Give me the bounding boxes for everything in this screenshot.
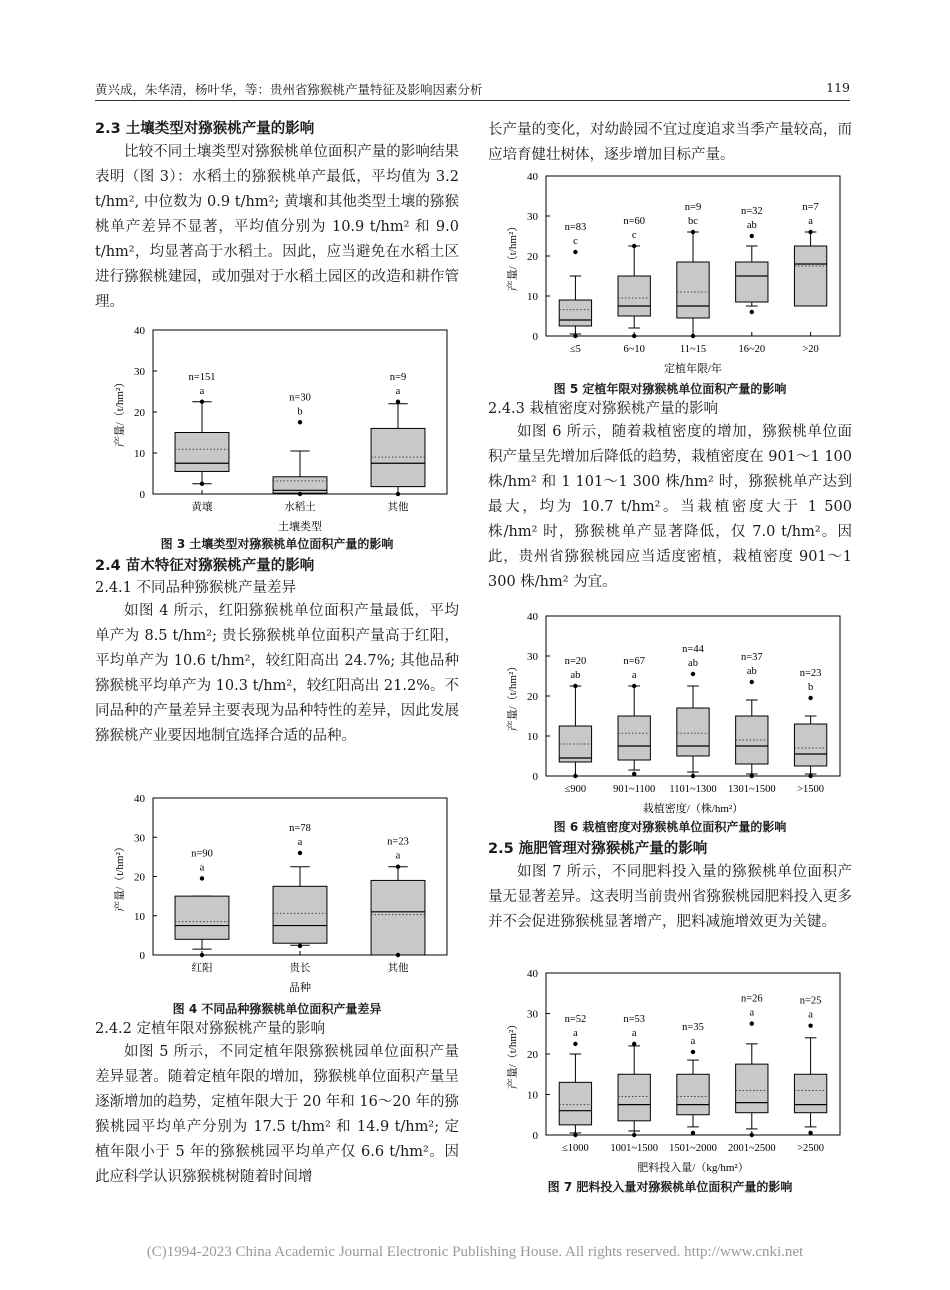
- significance-label: c: [573, 236, 578, 247]
- x-tick-label: 901~1100: [613, 784, 656, 795]
- outlier-point: [298, 420, 302, 424]
- sample-size-label: n=52: [564, 1013, 587, 1025]
- box: [559, 300, 591, 326]
- right-column-bottom: [488, 838, 852, 935]
- box: [677, 262, 709, 318]
- significance-label: ab: [688, 658, 698, 669]
- sample-size-label: n=9: [389, 371, 407, 383]
- outlier-point: [298, 492, 302, 496]
- significance-label: a: [199, 385, 205, 397]
- box: [618, 276, 650, 316]
- figure-3-caption: 图 3 土壤类型对猕猴桃单位面积产量的影响: [160, 537, 394, 551]
- significance-label: a: [297, 836, 303, 848]
- y-tick-label: 10: [527, 291, 538, 303]
- outlier-point: [808, 1023, 812, 1027]
- y-tick-label: 0: [532, 1130, 538, 1142]
- sample-size-label: n=151: [188, 371, 216, 383]
- figure-5: [488, 168, 852, 376]
- outlier-point: [808, 230, 812, 234]
- sample-size-label: n=26: [740, 993, 763, 1005]
- sample-size-label: n=25: [799, 995, 822, 1007]
- outlier-point: [632, 1042, 636, 1046]
- x-tick-label: 贵长: [289, 963, 311, 974]
- outlier-point: [632, 334, 636, 338]
- y-tick-label: 10: [527, 1089, 538, 1102]
- significance-label: bc: [688, 216, 698, 227]
- y-tick-label: 40: [527, 968, 538, 980]
- y-axis-label: 产量/（t/hm²）: [507, 220, 519, 292]
- x-tick-label: >1500: [797, 784, 825, 795]
- continued-paragraph: 长产量的变化，对幼龄园不宜过度追求当季产量较高，而应培育健壮树体，逐步增加目标产量。: [488, 122, 852, 163]
- box: [677, 708, 709, 756]
- x-tick-label: 其他: [387, 963, 409, 974]
- y-tick-label: 30: [134, 366, 145, 378]
- box: [794, 246, 826, 306]
- outlier-point: [573, 334, 577, 338]
- figure-3: [95, 322, 459, 534]
- outlier-point: [750, 680, 754, 684]
- y-axis-label: 产量/（t/hm²）: [507, 660, 519, 732]
- significance-label: a: [395, 385, 401, 397]
- figure-6: [488, 608, 852, 816]
- y-tick-label: 20: [527, 691, 538, 703]
- x-tick-label: ≤900: [564, 784, 587, 795]
- fig7-chart: [488, 965, 852, 1175]
- x-axis-label: 栽植密度/（株/hm²）: [642, 803, 744, 815]
- header-rule: [95, 100, 850, 101]
- significance-label: a: [395, 850, 401, 862]
- outlier-point: [750, 774, 754, 778]
- section-2-4-3-heading: 2.4.3 栽植密度对猕猴桃产量的影响: [488, 401, 719, 417]
- y-tick-label: 40: [527, 171, 538, 183]
- x-tick-label: 11~15: [679, 344, 707, 355]
- x-tick-label: >2500: [797, 1143, 825, 1154]
- sample-size-label: n=67: [623, 656, 646, 667]
- significance-label: b: [807, 682, 814, 693]
- significance-label: a: [631, 670, 637, 681]
- left-column-mid: [95, 555, 459, 749]
- x-axis-label: 定植年限/年: [663, 363, 723, 375]
- section-2-4-1-paragraph: 如图 4 所示，红阳猕猴桃单位面积产量最低，平均单产为 8.5 t/hm²; 贵长猕猴桃单位面积产量高于红阳，平均单产为 10.6 t/hm²，较红阳高出 24.7%; 其他品种猕猴桃平均单产为 10.3 t/hm²，较红阳高出 21.2%。不同品种的产量差异主要表现为品种特性的差异，因此发展猕猴桃产业要因地制宜选择合适的品种。: [95, 603, 459, 744]
- y-axis-label: 产量/（t/hm²）: [114, 841, 126, 912]
- x-tick-label: 1001~1500: [610, 1143, 659, 1154]
- significance-label: a: [808, 1009, 813, 1021]
- box: [736, 1064, 768, 1113]
- left-column-bottom: [95, 1018, 459, 1190]
- outlier-point: [808, 696, 812, 700]
- outlier-point: [396, 492, 400, 496]
- y-tick-label: 30: [527, 1008, 538, 1021]
- outlier-point: [691, 1131, 695, 1135]
- y-tick-label: 0: [532, 331, 538, 343]
- x-tick-label: 1501~2000: [669, 1143, 717, 1154]
- figure-4-caption: 图 4 不同品种猕猴桃单位面积产量差异: [172, 1002, 382, 1016]
- y-tick-label: 30: [134, 832, 145, 845]
- sample-size-label: n=9: [684, 202, 702, 213]
- y-tick-label: 20: [527, 1049, 538, 1061]
- figure-4: [95, 790, 459, 995]
- outlier-point: [396, 400, 400, 404]
- left-column-top: [95, 118, 459, 315]
- x-tick-label: 红阳: [191, 963, 213, 974]
- y-tick-label: 10: [527, 731, 538, 743]
- right-column-top: [488, 118, 852, 168]
- section-2-3-heading: 2.3 土壤类型对猕猴桃产量的影响: [95, 121, 315, 137]
- x-axis-label: 土壤类型: [278, 521, 322, 533]
- sample-size-label: n=83: [564, 222, 587, 233]
- sample-size-label: n=60: [623, 216, 646, 227]
- copyright-footer: (C)1994-2023 China Academic Journal Electronic Publishing House. All rights reserved. http://www.cnki.net: [146, 1244, 804, 1260]
- y-tick-label: 0: [532, 771, 538, 783]
- outlier-point: [691, 230, 695, 234]
- x-tick-label: 16~20: [738, 344, 766, 355]
- sample-size-label: n=7: [802, 202, 819, 213]
- x-axis-label: 肥料投入量/（kg/hm²）: [637, 1162, 749, 1174]
- significance-label: a: [631, 1027, 637, 1039]
- box: [736, 262, 768, 302]
- section-2-4-1-heading: 2.4.1 不同品种猕猴桃产量差异: [95, 580, 297, 596]
- figure-6-caption: 图 6 栽植密度对猕猴桃单位面积产量的影响: [553, 820, 787, 834]
- sample-size-label: n=44: [682, 644, 704, 655]
- outlier-point: [200, 953, 204, 957]
- significance-label: b: [297, 406, 303, 418]
- significance-label: a: [808, 216, 813, 227]
- outlier-point: [396, 864, 400, 868]
- x-tick-label: ≤1000: [562, 1143, 589, 1154]
- section-2-4-2-heading: 2.4.2 定植年限对猕猴桃产量的影响: [95, 1021, 326, 1037]
- box: [175, 896, 229, 939]
- box: [273, 886, 327, 943]
- outlier-point: [691, 1050, 695, 1054]
- x-tick-label: 水稻土: [284, 502, 316, 513]
- x-axis-label: 品种: [289, 982, 311, 994]
- y-tick-label: 10: [134, 448, 145, 460]
- box: [175, 433, 229, 472]
- sample-size-label: n=20: [564, 656, 587, 667]
- y-tick-label: 0: [139, 950, 145, 962]
- y-tick-label: 10: [134, 910, 145, 923]
- sample-size-label: n=23: [387, 836, 409, 848]
- outlier-point: [691, 672, 695, 676]
- box: [794, 1074, 826, 1112]
- y-tick-label: 40: [527, 611, 538, 623]
- x-tick-label: 1101~1300: [669, 784, 717, 795]
- sample-size-label: n=90: [191, 848, 213, 860]
- box: [677, 1074, 709, 1115]
- significance-label: a: [690, 1035, 696, 1047]
- figure-7: [488, 965, 852, 1175]
- running-header: 黄兴成，朱华清，杨叶华，等：贵州省猕猴桃产量特征及影响因素分析: [95, 82, 483, 97]
- y-tick-label: 30: [527, 651, 538, 663]
- figure-7-caption: 图 7 肥料投入量对猕猴桃单位面积产量的影响: [547, 1180, 793, 1194]
- significance-label: c: [631, 230, 637, 241]
- y-tick-label: 20: [134, 871, 145, 884]
- outlier-point: [396, 953, 400, 957]
- outlier-point: [573, 684, 577, 688]
- outlier-point: [573, 1133, 577, 1137]
- section-2-5-heading: 2.5 施肥管理对猕猴桃产量的影响: [488, 841, 708, 857]
- outlier-point: [200, 482, 204, 486]
- outlier-point: [573, 250, 577, 254]
- section-2-3-paragraph: 比较不同土壤类型对猕猴桃单位面积产量的影响结果表明（图 3）：水稻土的猕猴桃单产最低，平均值为 3.2 t/hm², 中位数为 0.9 t/hm²; 黄壤和其他类型土壤的猕猴桃单产差异不显著，平均值分别为 10.9 t/hm² 和 9.0 t/hm²，均显著高于水稻土。因此，应当避免在水稻土区进行猕猴桃建园，或加强对于水稻土园区的改造和耕作管理。: [95, 144, 459, 310]
- section-2-4-3-paragraph: 如图 6 所示，随着栽植密度的增加，猕猴桃单位面积产量呈先增加后降低的趋势，栽植密度在 901～1 100 株/hm² 和 1 101～1 300 株/hm² 时，猕猴桃单产达到最大，均为 10.7 t/hm²。当栽植密度大于 1 500 株/hm² 时，猕猴桃单产显著降低，仅 7.0 t/hm²。因此，贵州省猕猴桃园应当适度密植，栽植密度 901～1 300 株/hm² 为宜。: [488, 424, 852, 590]
- sample-size-label: n=32: [740, 206, 763, 217]
- outlier-point: [750, 1133, 754, 1137]
- fig5-chart: [488, 168, 852, 376]
- section-2-5-paragraph: 如图 7 所示，不同肥料投入量的猕猴桃单位面积产量无显著差异。这表明当前贵州省猕猴桃园肥料投入更多并不会促进猕猴桃显著增产，肥料减施增效更为关键。: [488, 864, 852, 930]
- box: [618, 1074, 650, 1121]
- outlier-point: [632, 1133, 636, 1137]
- box: [794, 724, 826, 766]
- outlier-point: [808, 774, 812, 778]
- outlier-point: [200, 400, 204, 404]
- outlier-point: [750, 234, 754, 238]
- significance-label: ab: [746, 666, 757, 677]
- y-tick-label: 20: [134, 407, 145, 419]
- x-tick-label: 2001~2500: [727, 1143, 776, 1154]
- x-tick-label: 1301~1500: [727, 784, 776, 795]
- fig4-chart: [95, 790, 459, 995]
- significance-label: ab: [570, 670, 581, 681]
- significance-label: a: [573, 1027, 578, 1039]
- outlier-point: [200, 876, 204, 880]
- outlier-point: [691, 774, 695, 778]
- y-tick-label: 0: [139, 489, 145, 501]
- y-axis-label: 产量/（t/hm²）: [114, 376, 126, 448]
- outlier-point: [632, 772, 636, 776]
- y-tick-label: 40: [134, 793, 145, 805]
- significance-label: a: [199, 862, 205, 874]
- outlier-point: [632, 684, 636, 688]
- outlier-point: [573, 774, 577, 778]
- fig3-chart: [95, 322, 459, 534]
- box: [618, 716, 650, 760]
- sample-size-label: n=37: [740, 652, 763, 663]
- outlier-point: [632, 244, 636, 248]
- outlier-point: [298, 851, 302, 855]
- page-number: 119: [826, 80, 850, 95]
- significance-label: a: [749, 1007, 755, 1019]
- outlier-point: [750, 1021, 754, 1025]
- right-column-mid: [488, 398, 852, 595]
- fig6-chart: [488, 608, 852, 816]
- outlier-point: [573, 1042, 577, 1046]
- box: [559, 1082, 591, 1125]
- y-tick-label: 40: [134, 325, 145, 337]
- y-tick-label: 30: [527, 211, 538, 223]
- outlier-point: [298, 944, 302, 948]
- figure-5-caption: 图 5 定植年限对猕猴桃单位面积产量的影响: [553, 382, 787, 396]
- sample-size-label: n=23: [799, 668, 822, 679]
- sample-size-label: n=78: [289, 822, 311, 834]
- x-tick-label: >20: [802, 344, 819, 355]
- x-tick-label: 6~10: [623, 344, 645, 355]
- sample-size-label: n=35: [682, 1021, 704, 1033]
- sample-size-label: n=53: [623, 1013, 646, 1025]
- outlier-point: [808, 1131, 812, 1135]
- section-2-4-2-paragraph: 如图 5 所示，不同定植年限猕猴桃园单位面积产量差异显著。随着定植年限的增加，猕猴桃单位面积产量呈逐渐增加的趋势，定植年限大于 20 年和 16～20 年的猕猴桃园平均单产分别为 17.5 t/hm² 和 14.9 t/hm²; 定植年限小于 5 年的猕猴桃园平均单产仅 6.6 t/hm²。因此应科学认识猕猴桃树随着时间增: [95, 1044, 459, 1185]
- section-2-4-heading: 2.4 苗木特征对猕猴桃产量的影响: [95, 558, 315, 574]
- y-tick-label: 20: [527, 251, 538, 263]
- outlier-point: [750, 310, 754, 314]
- x-tick-label: 黄壤: [191, 502, 213, 513]
- x-tick-label: ≤5: [569, 344, 581, 355]
- x-tick-label: 其他: [387, 502, 409, 513]
- significance-label: ab: [746, 220, 757, 231]
- box: [371, 880, 425, 955]
- sample-size-label: n=30: [289, 392, 311, 404]
- outlier-point: [691, 334, 695, 338]
- y-axis-label: 产量/（t/hm²）: [507, 1018, 519, 1090]
